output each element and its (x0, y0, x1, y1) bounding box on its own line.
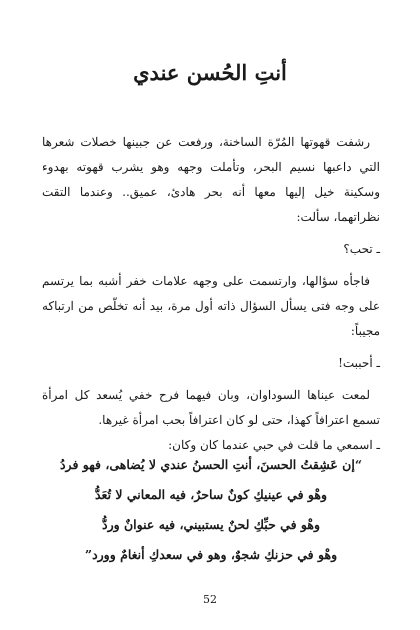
page-number: 52 (203, 593, 217, 606)
dialogue-line: ـ أحببت! (338, 356, 380, 370)
poem-line: وهْو في حبِّكِ لحنٌ يستبيني، فيه عنوانٌ وردُّ (102, 517, 320, 532)
poem-line: وهْو في عينيكِ كونٌ ساحرٌ، فيه المعاني لا تُعَدُّ (94, 487, 328, 502)
poem-line: وهْو في حزنكِ شجوٌ، وهو في سعدكِ أنغامٌ وورد” (84, 547, 338, 562)
dialogue-line: ـ تحب؟ (343, 242, 380, 256)
paragraph: لمعت عيناها السوداوان، وبان فيهما فرح خفي يُسعد كل امرأة تسمع اعترافاً كهذا، حتى لو كان اعترافاً بحب امرأة غيرها. (42, 388, 380, 427)
dialogue-line: ـ اسمعي ما قلت في حبي عندما كان وكان: (168, 438, 380, 452)
chapter-title: أنتِ الحُسن عندي (133, 60, 287, 85)
poem-line: “إن عَشِقتُ الحسنَ، أنتِ الحسنُ عندي لا يُضاهى، فهو فردُ (59, 457, 363, 472)
body-text (42, 130, 380, 458)
paragraph: رشفت قهوتها المُرّة الساخنة، ورفعت عن جبينها خصلات شعرها التي داعبها نسيم البحر، وتأملت وجهه وهو يشرب قهوته بهدوء وسكينة خيل إليها معها أنه بحر هادئ، عميق.. وعندما التقت نظراتهما، سألت: (42, 135, 380, 224)
poem-block (42, 452, 380, 572)
paragraph: فاجأه سؤالها، وارتسمت على وجهه علامات خفر أشبه بما يرتسم على وجه فتى يسأل السؤال ذاته أول مرة، بيد أنه تخلّص من ارتباكه مجيباً: (42, 274, 380, 338)
